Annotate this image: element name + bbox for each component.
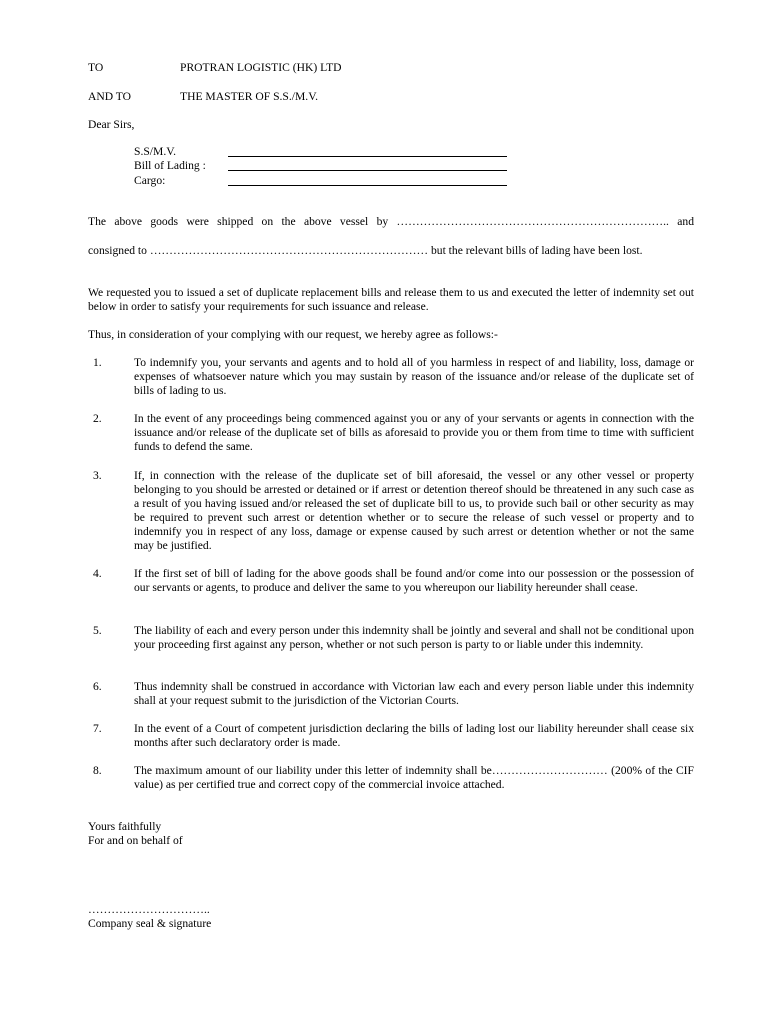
signature-line: ………………………….. <box>88 903 210 916</box>
and-to-label: AND TO <box>88 90 132 103</box>
signature-label: Company seal & signature <box>88 917 212 930</box>
clause-number: 5. <box>93 624 102 637</box>
clause-text: If the first set of bill of lading for the above goods shall be found and/or come into our possession or the possession of our servants or agents, to produce and deliver the same to you whereupon our liability hereunder shall cease. <box>134 567 694 594</box>
bill-of-lading-label: Bill of Lading : <box>134 159 206 172</box>
clause-number: 8. <box>93 764 102 777</box>
closing-on-behalf-of: For and on behalf of <box>88 834 183 847</box>
cargo-blank-line <box>228 185 507 186</box>
request-paragraph: We requested you to issued a set of duplicate replacement bills and release them to us and executed the letter of indemnity set out below in order to satisfy your requirements for such issuance and release. <box>88 286 694 313</box>
clause-number: 2. <box>93 412 102 425</box>
clause-number: 3. <box>93 469 102 482</box>
cargo-label: Cargo: <box>134 174 166 187</box>
vessel-label: S.S/M.V. <box>134 145 176 158</box>
clause-number: 7. <box>93 722 102 735</box>
bill-of-lading-blank-line <box>228 170 507 171</box>
shipped-line: The above goods were shipped on the above vessel by …………………………………………………………….. and <box>88 215 694 228</box>
clause-number: 1. <box>93 356 102 369</box>
clause-number: 4. <box>93 567 102 580</box>
salutation: Dear Sirs, <box>88 118 135 131</box>
consideration-line: Thus, in consideration of your complying with our request, we hereby agree as follows:- <box>88 328 498 341</box>
clause-number: 6. <box>93 680 102 693</box>
clause-text: If, in connection with the release of the duplicate set of bill aforesaid, the vessel or any other vessel or property belonging to you should be arrested or detained or if arrest or detention thereof should be threatened in any such case as a result of you having issued and/or released the set of duplicate bill to us, to provide such bail or other security as may be required to prevent such arrest or detention whether or to secure the release of such vessel or property and to indemnify you in respect of any loss, damage or expense caused by such arrest or detention whether or not the same may be justified. <box>134 469 694 552</box>
and-to-value: THE MASTER OF S.S./M.V. <box>180 90 318 103</box>
vessel-blank-line <box>228 156 507 157</box>
to-value: PROTRAN LOGISTIC (HK) LTD <box>180 61 342 74</box>
clause-text: Thus indemnity shall be construed in accordance with Victorian law each and every person liable under this indemnity shall at your request submit to the jurisdiction of the Victorian Courts. <box>134 680 694 707</box>
clause-text: To indemnify you, your servants and agents and to hold all of you harmless in respect of and liability, loss, damage or expenses of whatsoever nature which you may sustain by reason of the issuance and/or release of the duplicate set of bills of lading to us. <box>134 356 694 397</box>
to-label: TO <box>88 61 104 74</box>
clause-text: The maximum amount of our liability under this letter of indemnity shall be………………………… (200% of the CIF value) as per certified true and correct copy of the commercial invoice attached. <box>134 764 694 791</box>
consigned-line: consigned to ……………………………………………………………… but the relevant bills of lading have been lost. <box>88 244 643 257</box>
clause-text: The liability of each and every person under this indemnity shall be jointly and several and shall not be conditional upon your proceeding first against any person, whether or not such person is party to or liable under this indemnity. <box>134 624 694 651</box>
clause-text: In the event of a Court of competent jurisdiction declaring the bills of lading lost our liability hereunder shall cease six months after such declaratory order is made. <box>134 722 694 749</box>
clause-text: In the event of any proceedings being commenced against you or any of your servants or agents in connection with the issuance and/or release of the duplicate set of bills as aforesaid to provide you or them from time to time with sufficient funds to defend the same. <box>134 412 694 453</box>
closing-yours-faithfully: Yours faithfully <box>88 820 162 833</box>
